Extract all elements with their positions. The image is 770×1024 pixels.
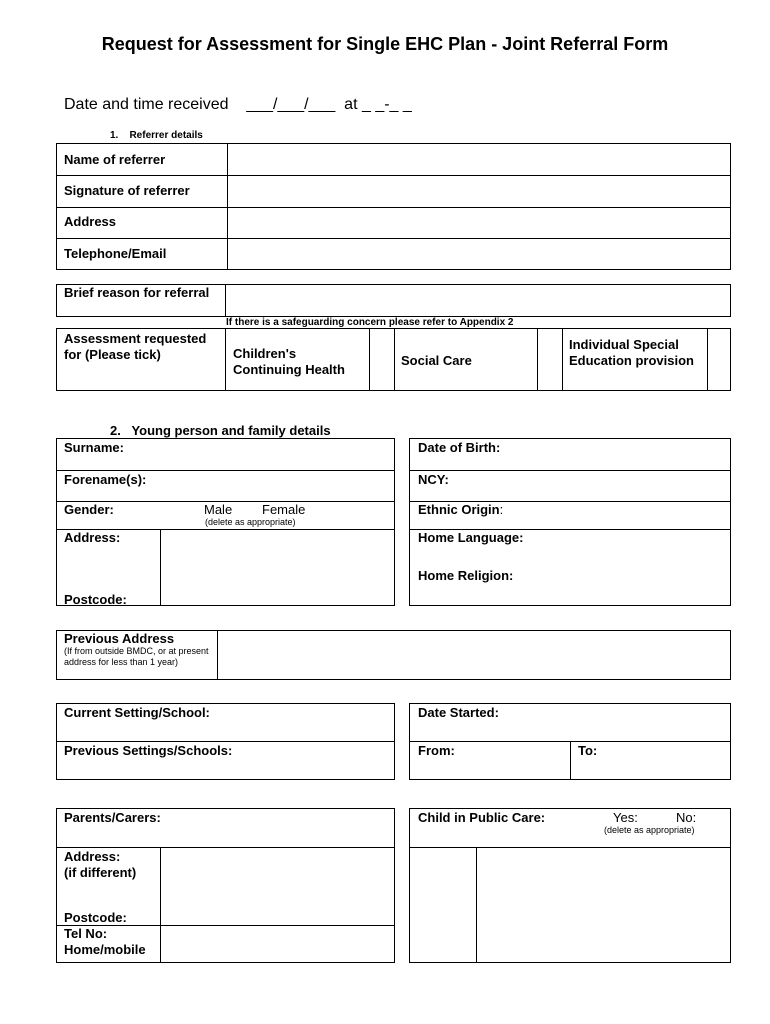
assessment-requested-row — [56, 328, 731, 391]
previous-settings-label[interactable]: Previous Settings/Schools: — [64, 743, 233, 758]
parent-address-field[interactable] — [161, 848, 394, 925]
home-language-label[interactable]: Home Language: — [418, 530, 524, 545]
telephone-email-label: Telephone/Email — [64, 246, 167, 261]
tick-childrens-continuing-health[interactable] — [370, 329, 394, 390]
forenames-label[interactable]: Forename(s): — [64, 472, 147, 487]
to-label[interactable]: To: — [578, 743, 598, 758]
personal-details-left — [56, 438, 395, 606]
parent-postcode-label: Postcode: — [64, 910, 127, 925]
public-care-no[interactable]: No: — [676, 810, 697, 825]
child-in-public-care-label: Child in Public Care: — [418, 810, 546, 825]
settings-right — [409, 703, 731, 780]
ethnic-origin-label[interactable] — [418, 502, 503, 518]
telephone-email-field[interactable] — [228, 239, 730, 269]
previous-address-field[interactable] — [218, 631, 730, 679]
date-time-received: Date and time received ___/___/___ at _ _-_ _ — [64, 96, 412, 113]
parents-carers-label[interactable]: Parents/Carers: — [64, 810, 161, 825]
current-setting-label[interactable]: Current Setting/School: — [64, 705, 210, 720]
public-care-delete-note: (delete as appropriate) — [604, 825, 695, 835]
ethnic-origin-colon: : — [499, 502, 504, 517]
page-title: Request for Assessment for Single EHC Plan - Joint Referral Form — [101, 34, 669, 54]
gender-male[interactable]: Male — [204, 502, 233, 517]
surname-label[interactable]: Surname: — [64, 440, 124, 455]
tick-social-care[interactable] — [538, 329, 562, 390]
referrer-address-field[interactable] — [228, 208, 730, 238]
address-field[interactable] — [161, 530, 394, 605]
section-1-heading: 1. Referrer details — [110, 130, 203, 141]
gender-label: Gender: — [64, 502, 114, 517]
option-childrens-continuing-health: Children's Continuing Health — [233, 346, 345, 377]
referrer-address-label: Address — [64, 214, 117, 229]
brief-reason-row — [56, 284, 731, 317]
signature-of-referrer-field[interactable] — [228, 176, 730, 207]
home-religion-label[interactable]: Home Religion: — [418, 568, 514, 583]
public-care-right — [409, 808, 731, 963]
brief-reason-label: Brief reason for referral — [64, 285, 210, 300]
tel-no-field[interactable] — [161, 926, 394, 962]
postcode-label: Postcode: — [64, 592, 127, 607]
public-care-field-right[interactable] — [477, 848, 730, 962]
referrer-table — [56, 143, 731, 270]
address-label: Address: — [64, 530, 121, 545]
name-of-referrer-label: Name of referrer — [64, 152, 166, 167]
public-care-field-left[interactable] — [410, 848, 476, 962]
gender-female[interactable]: Female — [262, 502, 306, 517]
previous-address-note: (If from outside BMDC, or at present address for less than 1 year) — [64, 646, 209, 667]
date-started-label[interactable]: Date Started: — [418, 705, 499, 720]
option-social-care: Social Care — [401, 353, 472, 368]
tel-no-label: Tel No: Home/mobile — [64, 926, 146, 957]
section-2-heading: 2. Young person and family details — [110, 423, 331, 438]
public-care-yes[interactable]: Yes: — [613, 810, 638, 825]
gender-delete-note: (delete as appropriate) — [205, 517, 296, 527]
from-label[interactable]: From: — [418, 743, 455, 758]
ethnic-origin-text: Ethnic Origin — [418, 502, 500, 517]
option-individual-special-education: Individual Special Education provision — [569, 337, 694, 368]
name-of-referrer-field[interactable] — [228, 144, 730, 175]
parent-address-label: Address: (if different) — [64, 849, 137, 880]
settings-left — [56, 703, 395, 780]
brief-reason-field[interactable] — [226, 285, 730, 316]
assessment-requested-label: Assessment requested for (Please tick) — [64, 331, 207, 362]
date-of-birth-label[interactable]: Date of Birth: — [418, 440, 501, 455]
previous-address-label: Previous Address — [64, 631, 175, 646]
parents-left — [56, 808, 395, 963]
previous-address-row — [56, 630, 731, 680]
tick-individual-special-education[interactable] — [708, 329, 730, 390]
safeguarding-note: If there is a safeguarding concern please refer to Appendix 2 — [226, 317, 514, 328]
signature-of-referrer-label: Signature of referrer — [64, 183, 190, 198]
ncy-label[interactable]: NCY: — [418, 472, 449, 487]
personal-details-right — [409, 438, 731, 606]
